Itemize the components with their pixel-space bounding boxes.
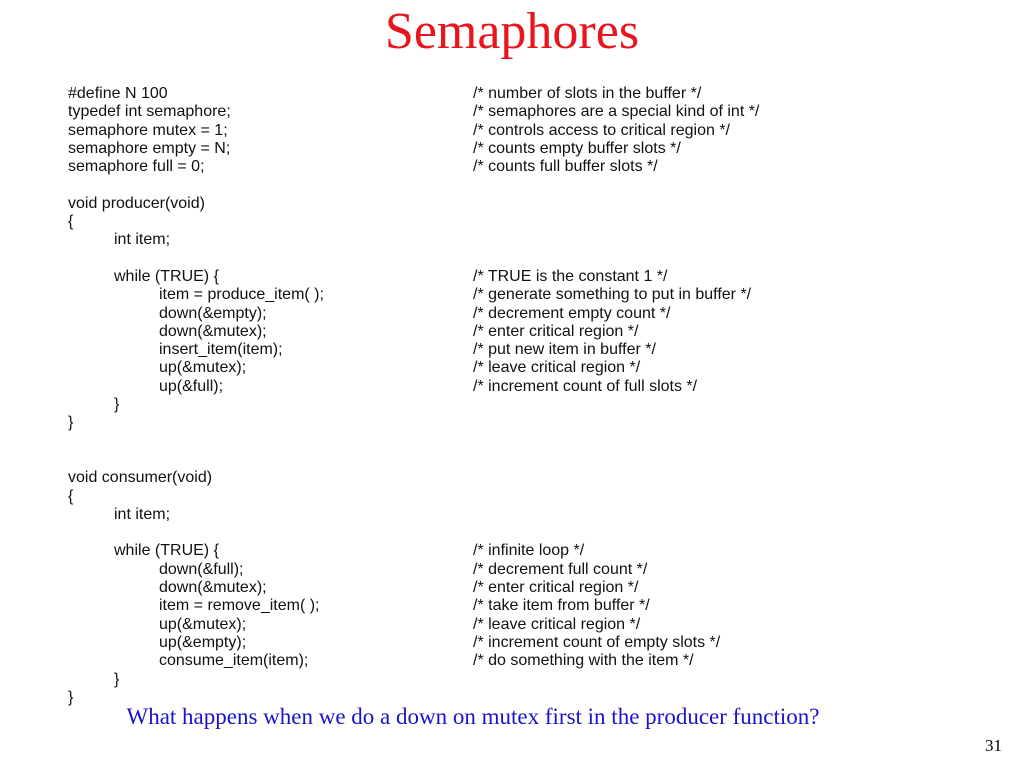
code-line bbox=[68, 396, 928, 414]
code-text: semaphore empty = N; bbox=[68, 139, 231, 157]
code-text: item = remove_item( ); bbox=[159, 597, 320, 615]
code-line bbox=[68, 122, 928, 140]
code-comment: /* take item from buffer */ bbox=[473, 597, 650, 615]
code-line bbox=[68, 213, 928, 231]
code-text: consume_item(item); bbox=[159, 652, 309, 670]
code-line bbox=[68, 561, 928, 579]
code-line bbox=[68, 652, 928, 670]
code-line bbox=[68, 524, 928, 542]
code-comment: /* number of slots in the buffer */ bbox=[473, 85, 702, 102]
code-text: semaphore mutex = 1; bbox=[68, 121, 228, 139]
code-text: down(&full); bbox=[159, 560, 244, 578]
code-text: } bbox=[68, 688, 74, 706]
code-text: while (TRUE) { bbox=[114, 542, 219, 560]
code-line bbox=[68, 469, 928, 487]
code-comment: /* leave critical region */ bbox=[473, 615, 641, 633]
code-text: item = produce_item( ); bbox=[159, 286, 324, 304]
code-comment: /* infinite loop */ bbox=[473, 542, 585, 560]
code-text: semaphore full = 0; bbox=[68, 158, 205, 176]
code-line bbox=[68, 268, 928, 286]
code-line bbox=[68, 506, 928, 524]
code-comment: /* TRUE is the constant 1 */ bbox=[473, 267, 668, 285]
code-line bbox=[68, 305, 928, 323]
code-text: } bbox=[114, 670, 120, 688]
code-line bbox=[68, 671, 928, 689]
code-text: typedef int semaphore; bbox=[68, 103, 231, 121]
code-line bbox=[68, 231, 928, 249]
code-line bbox=[68, 195, 928, 213]
code-text: void producer(void) bbox=[68, 194, 205, 212]
code-comment: /* counts full buffer slots */ bbox=[473, 158, 658, 176]
code-text: insert_item(item); bbox=[159, 341, 283, 359]
code-line bbox=[68, 579, 928, 597]
code-comment: /* leave critical region */ bbox=[473, 359, 641, 377]
code-text: } bbox=[68, 414, 74, 432]
code-comment: /* controls access to critical region */ bbox=[473, 121, 730, 139]
code-comment: /* do something with the item */ bbox=[473, 652, 694, 670]
slide-title: Semaphores bbox=[384, 3, 640, 60]
code-line bbox=[68, 250, 928, 268]
code-line bbox=[68, 176, 928, 194]
code-line bbox=[68, 103, 928, 121]
code-comment: /* generate something to put in buffer */ bbox=[473, 286, 752, 304]
code-text: int item; bbox=[114, 505, 171, 523]
code-line bbox=[68, 542, 928, 560]
code-line bbox=[68, 323, 928, 341]
code-comment: /* semaphores are a special kind of int */ bbox=[473, 103, 760, 121]
code-text: up(&empty); bbox=[159, 633, 247, 651]
code-comment: /* enter critical region */ bbox=[473, 579, 639, 597]
code-text: down(&mutex); bbox=[159, 322, 267, 340]
code-line bbox=[68, 140, 928, 158]
code-line bbox=[68, 597, 928, 615]
code-text: #define N 100 bbox=[68, 85, 168, 102]
code-line bbox=[68, 378, 928, 396]
code-line bbox=[68, 341, 928, 359]
code-text: { bbox=[68, 487, 74, 505]
code-comment: /* enter critical region */ bbox=[473, 322, 639, 340]
code-text: up(&mutex); bbox=[159, 359, 247, 377]
code-line bbox=[68, 451, 928, 469]
code-listing bbox=[68, 85, 928, 707]
code-comment: /* put new item in buffer */ bbox=[473, 341, 656, 359]
code-line bbox=[68, 359, 928, 377]
code-line bbox=[68, 634, 928, 652]
code-text: void consumer(void) bbox=[68, 469, 213, 487]
code-comment: /* increment count of full slots */ bbox=[473, 377, 698, 395]
page-number: 31 bbox=[985, 736, 1002, 755]
code-comment: /* decrement full count */ bbox=[473, 560, 648, 578]
code-comment: /* counts empty buffer slots */ bbox=[473, 139, 681, 157]
code-text: while (TRUE) { bbox=[114, 267, 219, 285]
code-text: up(&full); bbox=[159, 377, 224, 395]
code-line bbox=[68, 433, 928, 451]
question-text: What happens when we do a down on mutex first in the producer function? bbox=[126, 704, 820, 729]
code-text: } bbox=[114, 396, 120, 414]
code-line bbox=[68, 488, 928, 506]
code-line bbox=[68, 616, 928, 634]
code-text: { bbox=[68, 213, 74, 231]
code-line bbox=[68, 85, 928, 103]
code-text: down(&mutex); bbox=[159, 579, 267, 597]
code-text: up(&mutex); bbox=[159, 615, 247, 633]
code-line bbox=[68, 158, 928, 176]
code-text: down(&empty); bbox=[159, 304, 267, 322]
code-comment: /* decrement empty count */ bbox=[473, 304, 671, 322]
code-text: int item; bbox=[114, 231, 171, 249]
code-line bbox=[68, 414, 928, 432]
code-line bbox=[68, 286, 928, 304]
code-comment: /* increment count of empty slots */ bbox=[473, 633, 721, 651]
